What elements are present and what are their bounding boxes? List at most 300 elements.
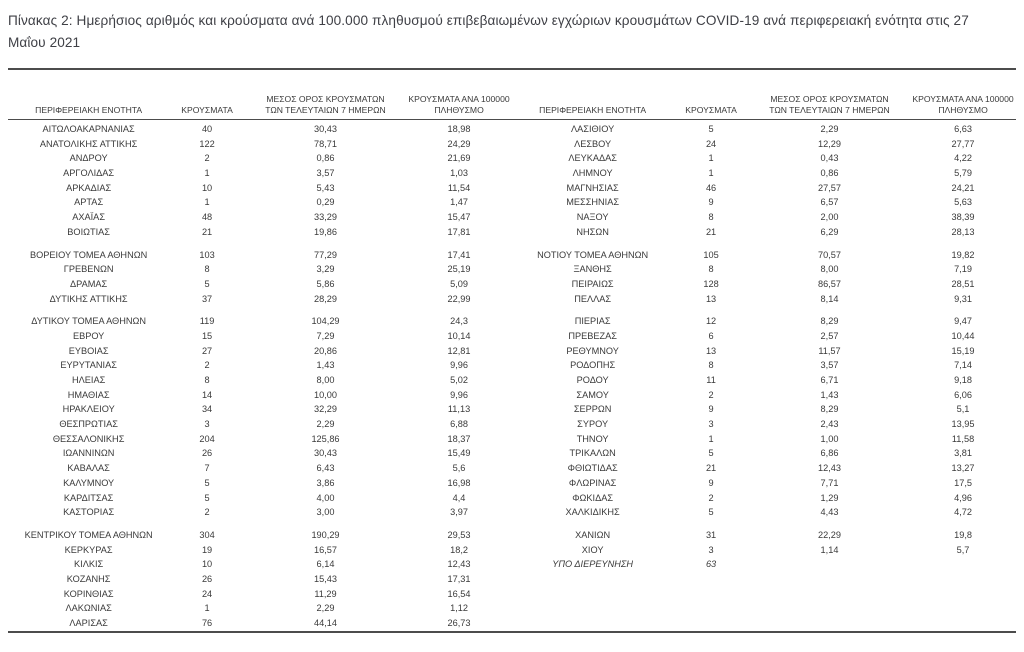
cases-cell: 24 [705, 138, 717, 149]
table-row [8, 151, 512, 166]
per-100k-cell: 9,96 [450, 389, 468, 400]
per-100k-cell: 1,12 [450, 603, 468, 614]
avg-7day-cell: 20,86 [313, 345, 337, 356]
per-100k-cell: 19,8 [954, 529, 972, 540]
region-name-cell: ΚΑΒΑΛΑΣ [67, 463, 110, 474]
avg-7day-cell: 104,29 [311, 316, 340, 327]
avg-7day-cell: 11,29 [314, 588, 337, 599]
region-name-cell: ΧΑΝΙΩΝ [575, 529, 611, 540]
table-caption: Πίνακας 2: Ημερήσιος αριθμός και κρούσματα ανά 100.000 πληθυσμού επιβεβαιωμένων εγχώριων κρουσμάτων COVID-19 ανά περιφερειακή ενότητα στις 27 Μαΐου 2021 [8, 13, 969, 51]
table-row [512, 248, 1016, 263]
avg-7day-cell: 30,43 [313, 448, 337, 459]
per-100k-cell: 19,82 [951, 249, 975, 260]
cases-cell: 5 [708, 448, 714, 459]
avg-7day-cell: 3,00 [316, 507, 335, 518]
region-name-cell: ΡΟΔΟΠΗΣ [570, 360, 616, 371]
region-name-cell: ΕΥΡΥΤΑΝΙΑΣ [60, 360, 117, 371]
avg-7day-cell: 6,43 [316, 463, 335, 474]
table-row [8, 277, 512, 292]
cases-cell: 128 [703, 278, 719, 289]
table-row [512, 195, 1016, 210]
table-row [512, 344, 1016, 359]
table-row [512, 557, 1016, 572]
cases-cell: 8 [708, 212, 714, 223]
avg-7day-cell: 12,43 [817, 463, 841, 474]
cases-cell: 9 [708, 404, 714, 415]
region-name-cell: ΣΥΡΟΥ [577, 419, 609, 430]
avg-7day-cell: 1,29 [820, 492, 839, 503]
region-name-cell: ΚΑΛΥΜΝΟΥ [63, 477, 115, 488]
avg-7day-cell: 8,14 [820, 293, 839, 304]
table-row [8, 262, 512, 277]
avg-7day-cell: 0,29 [316, 197, 335, 208]
cases-cell: 5 [708, 124, 714, 135]
cases-cell: 37 [201, 293, 213, 304]
avg-7day-cell: 10,00 [313, 389, 337, 400]
avg-7day-cell: 8,29 [820, 404, 839, 415]
cases-cell: 24 [201, 588, 213, 599]
cases-cell: 15 [201, 330, 213, 341]
cases-cell: 11 [706, 375, 716, 386]
region-name-cell: ΛΑΣΙΘΙΟΥ [571, 124, 615, 135]
table-row [8, 181, 512, 196]
column-header-avg-7day: ΜΕΣΟΣ ΟΡΟΣ ΚΡΟΥΣΜΑΤΩΝ ΤΩΝ ΤΕΛΕΥΤΑΙΩΝ 7 ΗΜΕΡΩΝ [265, 93, 386, 115]
avg-7day-cell: 0,43 [820, 153, 839, 164]
table-row [512, 166, 1016, 181]
cases-cell: 119 [199, 316, 215, 327]
table-header-right-half [512, 94, 1016, 119]
table-row [512, 329, 1016, 344]
column-header-cases: ΚΡΟΥΣΜΑΤΑ [685, 104, 737, 115]
region-name-cell: ΛΑΚΩΝΙΑΣ [65, 603, 112, 614]
avg-7day-cell: 77,29 [313, 249, 337, 260]
avg-7day-cell: 8,29 [820, 316, 839, 327]
per-100k-cell: 4,96 [954, 492, 972, 503]
avg-7day-cell: 86,57 [817, 278, 841, 289]
avg-7day-cell: 15,43 [313, 573, 337, 584]
table-row [512, 476, 1016, 491]
table-row [8, 329, 512, 344]
covid-region-table [8, 68, 1016, 633]
table-row [8, 166, 512, 181]
cases-cell: 105 [703, 249, 719, 260]
cases-cell: 2 [204, 153, 210, 164]
table-row [8, 476, 512, 491]
region-name-cell: ΣΑΜΟΥ [576, 389, 609, 400]
per-100k-cell: 1,03 [450, 168, 468, 179]
region-name-cell: ΘΕΣΣΑΛΟΝΙΚΗΣ [52, 433, 125, 444]
per-100k-cell: 5,79 [954, 168, 972, 179]
table-row [8, 225, 512, 240]
region-name-cell: ΦΩΚΙΔΑΣ [572, 492, 614, 503]
region-name-cell: ΑΡΚΑΔΙΑΣ [66, 182, 112, 193]
cases-cell: 10 [201, 182, 213, 193]
table-row [512, 543, 1016, 558]
cases-cell: 40 [201, 124, 213, 135]
table-row [8, 417, 512, 432]
table-body-right-half [512, 122, 1016, 631]
avg-7day-cell: 190,29 [311, 529, 340, 540]
per-100k-cell: 16,54 [447, 588, 471, 599]
per-100k-cell: 3,81 [954, 448, 972, 459]
per-100k-cell: 16,98 [447, 477, 471, 488]
region-name-cell: ΚΑΡΔΙΤΣΑΣ [63, 492, 114, 503]
column-header-avg-7day: ΜΕΣΟΣ ΟΡΟΣ ΚΡΟΥΣΜΑΤΩΝ ΤΩΝ ΤΕΛΕΥΤΑΙΩΝ 7 ΗΜΕΡΩΝ [769, 93, 890, 115]
table-row [512, 122, 1016, 137]
region-name-cell: ΣΕΡΡΩΝ [573, 404, 612, 415]
avg-7day-cell: 7,71 [820, 477, 839, 488]
avg-7day-cell: 2,43 [820, 419, 839, 430]
row-group [8, 248, 512, 307]
region-name-cell: ΝΟΤΙΟΥ ΤΟΜΕΑ ΑΘΗΝΩΝ [537, 249, 649, 260]
avg-7day-cell: 3,57 [316, 168, 335, 179]
table-row [8, 491, 512, 506]
table-row [8, 446, 512, 461]
table-row [512, 373, 1016, 388]
cases-cell: 26 [201, 448, 213, 459]
region-name-cell: ΛΕΣΒΟΥ [574, 138, 612, 149]
per-100k-cell: 9,18 [954, 375, 972, 386]
table-row [8, 572, 512, 587]
table-row [512, 137, 1016, 152]
table-row [8, 528, 512, 543]
avg-7day-cell: 1,14 [820, 544, 839, 555]
per-100k-cell: 27,77 [951, 138, 975, 149]
per-100k-cell: 17,81 [447, 226, 471, 237]
cases-cell: 31 [705, 529, 717, 540]
region-name-cell: ΔΡΑΜΑΣ [70, 278, 108, 289]
region-name-cell: ΕΒΡΟΥ [72, 330, 105, 341]
table-row [512, 461, 1016, 476]
table-row [512, 388, 1016, 403]
avg-7day-cell: 3,86 [316, 477, 335, 488]
table-row [512, 292, 1016, 307]
table-row [8, 557, 512, 572]
region-name-cell: ΒΟΡΕΙΟΥ ΤΟΜΕΑ ΑΘΗΝΩΝ [30, 249, 148, 260]
cases-cell: 3 [708, 419, 714, 430]
per-100k-cell: 17,31 [447, 573, 471, 584]
per-100k-cell: 17,5 [954, 477, 972, 488]
per-100k-cell: 6,88 [450, 419, 468, 430]
per-100k-cell: 15,49 [447, 448, 471, 459]
region-name-cell: ΞΑΝΘΗΣ [573, 264, 612, 275]
region-name-cell: ΤΗΝΟΥ [576, 433, 609, 444]
cases-cell: 122 [199, 138, 215, 149]
avg-7day-cell: 30,43 [313, 124, 337, 135]
avg-7day-cell: 5,43 [316, 182, 335, 193]
row-group [8, 528, 512, 631]
cases-cell: 63 [705, 559, 717, 570]
region-name-cell: ΝΗΣΩΝ [576, 226, 609, 237]
avg-7day-cell: 4,43 [820, 507, 839, 518]
table-row [512, 181, 1016, 196]
per-100k-cell: 26,73 [447, 618, 471, 629]
table-row [8, 210, 512, 225]
cases-cell: 2 [204, 507, 210, 518]
region-name-cell: ΙΩΑΝΝΙΝΩΝ [62, 448, 115, 459]
cases-cell: 1 [708, 168, 714, 179]
table-row [512, 225, 1016, 240]
table-row [8, 292, 512, 307]
per-100k-cell: 3,97 [450, 507, 468, 518]
row-group [512, 314, 1016, 520]
cases-cell: 3 [204, 419, 210, 430]
avg-7day-cell: 33,29 [313, 212, 337, 223]
cases-cell: 103 [199, 249, 215, 260]
table-body-left-half [8, 122, 512, 631]
per-100k-cell: 13,27 [951, 463, 975, 474]
cases-cell: 2 [708, 389, 714, 400]
row-group [8, 314, 512, 520]
per-100k-cell: 12,43 [447, 559, 471, 570]
per-100k-cell: 25,19 [447, 264, 471, 275]
cases-cell: 5 [204, 278, 210, 289]
per-100k-cell: 28,51 [951, 278, 975, 289]
per-100k-cell: 24,29 [447, 138, 471, 149]
table-row [512, 417, 1016, 432]
region-name-cell: ΝΑΞΟΥ [576, 212, 609, 223]
column-header-per-100k: ΚΡΟΥΣΜΑΤΑ ΑΝΑ 100000 ΠΛΗΘΥΣΜΟ [912, 93, 1014, 115]
per-100k-cell: 5,7 [956, 544, 970, 555]
per-100k-cell: 9,96 [450, 360, 468, 371]
row-group [512, 248, 1016, 307]
per-100k-cell: 21,69 [447, 153, 471, 164]
table-row [8, 388, 512, 403]
cases-cell: 1 [204, 603, 210, 614]
cases-cell: 304 [199, 529, 215, 540]
per-100k-cell: 28,13 [951, 226, 975, 237]
cases-cell: 1 [708, 433, 714, 444]
per-100k-cell: 10,14 [447, 330, 471, 341]
avg-7day-cell: 6,29 [820, 226, 839, 237]
per-100k-cell: 5,63 [954, 197, 972, 208]
table-row [8, 543, 512, 558]
table-header-left-half [8, 94, 512, 119]
per-100k-cell: 18,2 [450, 544, 468, 555]
avg-7day-cell: 2,29 [316, 419, 335, 430]
region-name-cell: ΠΕΛΛΑΣ [574, 293, 612, 304]
region-name-cell: ΚΑΣΤΟΡΙΑΣ [63, 507, 115, 518]
table-row [512, 491, 1016, 506]
region-name-cell: ΗΛΕΙΑΣ [72, 375, 106, 386]
table-row [512, 358, 1016, 373]
region-name-cell: ΘΕΣΠΡΩΤΙΑΣ [59, 419, 118, 430]
per-100k-cell: 24,3 [450, 316, 468, 327]
avg-7day-cell: 11,57 [818, 345, 841, 356]
table-row [8, 505, 512, 520]
per-100k-cell: 10,44 [951, 330, 975, 341]
table-row [8, 432, 512, 447]
region-name-cell: ΚΕΡΚΥΡΑΣ [64, 544, 113, 555]
cases-cell: 21 [705, 226, 717, 237]
avg-7day-cell: 1,43 [316, 360, 335, 371]
cases-cell: 1 [204, 168, 210, 179]
table-row [512, 314, 1016, 329]
per-100k-cell: 4,72 [954, 507, 972, 518]
region-name-cell: ΠΙΕΡΙΑΣ [574, 316, 611, 327]
cases-cell: 6 [708, 330, 714, 341]
cases-cell: 46 [705, 182, 717, 193]
per-100k-cell: 13,95 [951, 419, 975, 430]
cases-cell: 8 [204, 375, 210, 386]
per-100k-cell: 11,13 [447, 404, 471, 415]
cases-cell: 8 [708, 360, 714, 371]
per-100k-cell: 5,02 [450, 375, 468, 386]
avg-7day-cell: 1,00 [820, 433, 839, 444]
region-name-cell: ΑΝΑΤΟΛΙΚΗΣ ΑΤΤΙΚΗΣ [39, 138, 138, 149]
per-100k-cell: 24,21 [951, 182, 975, 193]
table-row [8, 616, 512, 631]
avg-7day-cell: 4,00 [316, 492, 335, 503]
region-name-cell: ΔΥΤΙΚΟΥ ΤΟΜΕΑ ΑΘΗΝΩΝ [31, 316, 146, 327]
per-100k-cell: 11,54 [447, 182, 471, 193]
per-100k-cell: 5,6 [452, 463, 466, 474]
cases-cell: 8 [708, 264, 714, 275]
table-row [8, 587, 512, 602]
avg-7day-cell: 44,14 [313, 618, 337, 629]
cases-cell: 26 [201, 573, 213, 584]
table-row [512, 262, 1016, 277]
avg-7day-cell: 3,57 [820, 360, 839, 371]
cases-cell: 204 [199, 433, 215, 444]
avg-7day-cell: 12,29 [817, 138, 841, 149]
table-row [512, 277, 1016, 292]
table-row [8, 137, 512, 152]
region-name-cell: ΚΟΡΙΝΘΙΑΣ [63, 588, 114, 599]
cases-cell: 8 [204, 264, 210, 275]
avg-7day-cell: 5,86 [316, 278, 335, 289]
avg-7day-cell: 78,71 [313, 138, 337, 149]
per-100k-cell: 6,06 [954, 389, 972, 400]
region-name-cell: ΕΥΒΟΙΑΣ [68, 345, 109, 356]
region-name-cell: ΔΥΤΙΚΗΣ ΑΤΤΙΚΗΣ [49, 293, 128, 304]
row-group [512, 122, 1016, 240]
avg-7day-cell: 8,00 [820, 264, 839, 275]
avg-7day-cell: 27,57 [817, 182, 841, 193]
avg-7day-cell: 19,86 [313, 226, 337, 237]
avg-7day-cell: 125,86 [311, 433, 340, 444]
cases-cell: 2 [204, 360, 210, 371]
region-name-cell: ΥΠΟ ΔΙΕΡΕΥΝΗΣΗ [552, 559, 634, 570]
column-header-cases: ΚΡΟΥΣΜΑΤΑ [181, 104, 233, 115]
cases-cell: 14 [201, 389, 213, 400]
table-row [8, 248, 512, 263]
column-header-region: ΠΕΡΙΦΕΡΕΙΑΚΗ ΕΝΟΤΗΤΑ [539, 104, 647, 115]
avg-7day-cell: 2,29 [820, 124, 839, 135]
region-name-cell: ΓΡΕΒΕΝΩΝ [63, 264, 114, 275]
per-100k-cell: 29,53 [447, 529, 471, 540]
per-100k-cell: 11,58 [951, 433, 975, 444]
cases-cell: 12 [705, 316, 717, 327]
table-row [512, 446, 1016, 461]
per-100k-cell: 15,19 [951, 345, 975, 356]
per-100k-cell: 22,99 [447, 293, 471, 304]
cases-cell: 10 [201, 559, 213, 570]
cases-cell: 5 [204, 492, 210, 503]
cases-cell: 9 [708, 197, 714, 208]
region-name-cell: ΡΕΘΥΜΝΟΥ [566, 345, 619, 356]
cases-cell: 21 [201, 226, 213, 237]
region-name-cell: ΠΕΙΡΑΙΩΣ [571, 278, 614, 289]
avg-7day-cell: 2,00 [820, 212, 839, 223]
table-row [8, 402, 512, 417]
region-name-cell: ΡΟΔΟΥ [576, 375, 609, 386]
avg-7day-cell: 0,86 [316, 153, 335, 164]
cases-cell: 7 [204, 463, 210, 474]
avg-7day-cell: 70,57 [817, 249, 841, 260]
region-name-cell: ΧΑΛΚΙΔΙΚΗΣ [565, 507, 620, 518]
region-name-cell: ΧΙΟΥ [581, 544, 604, 555]
cases-cell: 5 [204, 477, 210, 488]
per-100k-cell: 4,22 [954, 153, 972, 164]
table-row [512, 432, 1016, 447]
cases-cell: 13 [705, 345, 717, 356]
region-name-cell: ΛΗΜΝΟΥ [572, 168, 613, 179]
table-row [8, 314, 512, 329]
avg-7day-cell: 16,57 [313, 544, 337, 555]
per-100k-cell: 9,47 [954, 316, 972, 327]
document-page [0, 10, 1024, 652]
table-bottom-rule [8, 631, 1016, 633]
region-name-cell: ΑΙΤΩΛΟΑΚΑΡΝΑΝΙΑΣ [42, 124, 135, 135]
avg-7day-cell: 3,29 [316, 264, 335, 275]
region-name-cell: ΦΛΩΡΙΝΑΣ [568, 477, 617, 488]
cases-cell: 76 [201, 618, 213, 629]
per-100k-cell: 17,41 [447, 249, 471, 260]
region-name-cell: ΜΕΣΣΗΝΙΑΣ [566, 197, 620, 208]
table-row [8, 358, 512, 373]
cases-cell: 34 [201, 404, 213, 415]
avg-7day-cell: 6,14 [316, 559, 335, 570]
cases-cell: 13 [705, 293, 717, 304]
region-name-cell: ΚΕΝΤΡΙΚΟΥ ΤΟΜΕΑ ΑΘΗΝΩΝ [24, 529, 153, 540]
region-name-cell: ΠΡΕΒΕΖΑΣ [568, 330, 617, 341]
cases-cell: 19 [201, 544, 213, 555]
column-header-region: ΠΕΡΙΦΕΡΕΙΑΚΗ ΕΝΟΤΗΤΑ [35, 104, 143, 115]
region-name-cell: ΑΡΤΑΣ [74, 197, 104, 208]
avg-7day-cell: 32,29 [313, 404, 337, 415]
avg-7day-cell: 28,29 [313, 293, 337, 304]
table-row [512, 151, 1016, 166]
region-name-cell: ΗΜΑΘΙΑΣ [67, 389, 110, 400]
table-row [512, 505, 1016, 520]
region-name-cell: ΦΘΙΩΤΙΔΑΣ [567, 463, 618, 474]
avg-7day-cell: 6,86 [820, 448, 839, 459]
per-100k-cell: 5,09 [450, 278, 468, 289]
per-100k-cell: 7,14 [954, 360, 972, 371]
table-row [8, 461, 512, 476]
per-100k-cell: 5,1 [956, 404, 970, 415]
cases-cell: 21 [705, 463, 717, 474]
table-row [512, 528, 1016, 543]
table-body [8, 120, 1016, 631]
cases-cell: 1 [204, 197, 210, 208]
row-group [512, 528, 1016, 572]
table-row [512, 210, 1016, 225]
per-100k-cell: 6,63 [954, 124, 972, 135]
table-header-row [8, 68, 1016, 120]
region-name-cell: ΛΕΥΚΑΔΑΣ [568, 153, 617, 164]
avg-7day-cell: 6,57 [820, 197, 839, 208]
per-100k-cell: 7,19 [954, 264, 972, 275]
region-name-cell: ΒΟΙΩΤΙΑΣ [67, 226, 110, 237]
region-name-cell: ΚΟΖΑΝΗΣ [66, 573, 111, 584]
table-row [8, 373, 512, 388]
cases-cell: 2 [708, 492, 714, 503]
region-name-cell: ΑΡΓΟΛΙΔΑΣ [63, 168, 115, 179]
table-row [8, 195, 512, 210]
region-name-cell: ΗΡΑΚΛΕΙΟΥ [62, 404, 115, 415]
